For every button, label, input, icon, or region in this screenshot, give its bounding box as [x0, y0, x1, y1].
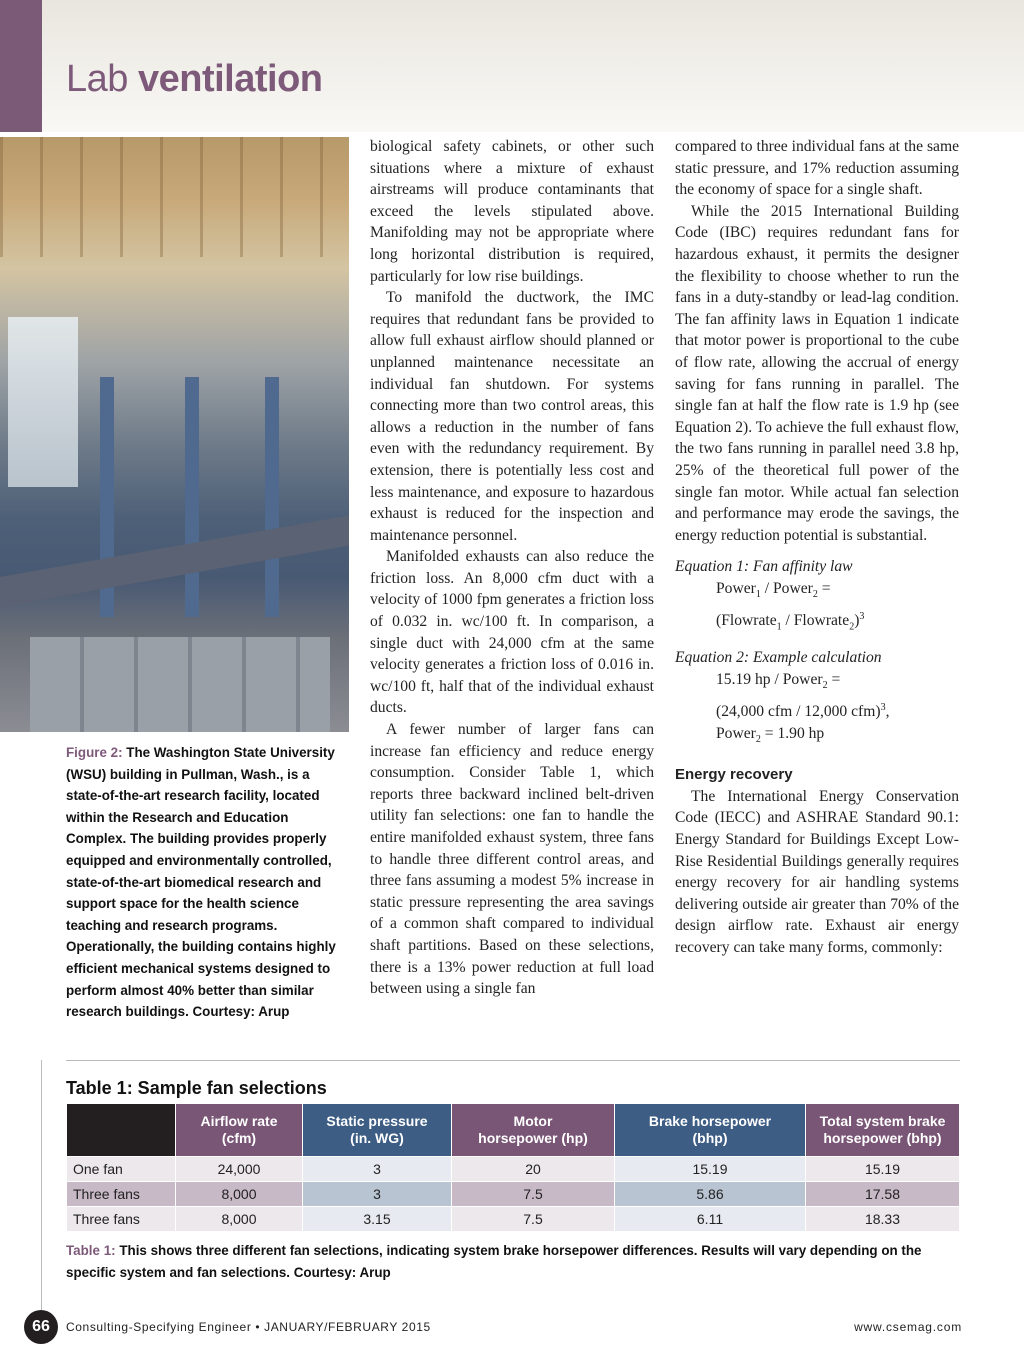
column-header: Brake horsepower (bhp) — [615, 1104, 806, 1157]
table-caption-label: Table 1: — [66, 1243, 116, 1258]
table-row — [67, 1207, 960, 1232]
column-header: Airflow rate (cfm) — [176, 1104, 303, 1157]
equation-1-label: Equation 1: Fan affinity law — [675, 558, 853, 576]
divider — [41, 1060, 42, 1310]
paragraph: A fewer number of larger fans can increase fan efficiency and reduce energy consumption. Consider Table 1, which reports three backward inclined belt-driven utility fan selections: one fan to handle the entire manifolded exhaust system, three fans to handle three different control areas, and three fans assuming a modest 5% increase in static pressure representing the area savings of a common shaft compared to individual shaft partitions. Based on these selections, there is a 13% power reduction at full load between using a single fan — [370, 721, 654, 998]
paragraph: biological safety cabinets, or other such situations where a mixture of exhaust airstreams will produce contaminants that exceed the levels stipulated above. Manifolding may not be appropriate where long horizontal distribution is required, particularly for low rise buildings. — [370, 138, 654, 285]
page-title-light: Lab — [66, 58, 138, 100]
table-cell: 20 — [452, 1157, 615, 1182]
table-cell: 6.11 — [615, 1207, 806, 1232]
paragraph: While the 2015 International Building Code (IBC) requires redundant fans for hazardous exhaust, it permits the designer the flexibility to choose whether to run the fans in a duty-standby or lead-lag condition. The fan affinity laws in Equation 1 indicate that motor power is proportional to the cube of flow rate, allowing the accrual of energy saving for fans running in parallel. The single fan at half the flow rate is 1.9 hp (see Equation 2). To achieve the full exhaust flow, the two fans running in parallel need 3.8 hp, 25% of the theoretical full power of the single fan motor. While actual fan selection and performance may erode the savings, the energy reduction potential is substantial. — [675, 202, 959, 544]
table-cell: 24,000 — [176, 1157, 303, 1182]
column-header: Motor horsepower (hp) — [452, 1104, 615, 1157]
table-cell: 15.19 — [806, 1157, 960, 1182]
page-title-bold: ventilation — [137, 58, 323, 100]
paragraph: The International Energy Conservation Code (IECC) and ASHRAE Standard 90.1: Energy Standard for Buildings Except Low-Rise Residential Buildings generally requires energy recovery for air handling systems delivering outside air greater than 70% of the design airflow rate. Exhaust air energy recovery can take many forms, commonly: — [675, 787, 959, 956]
table-row — [67, 1157, 960, 1182]
row-label: Three fans — [67, 1207, 176, 1232]
column-header: Total system brake horsepower (bhp) — [806, 1104, 960, 1157]
table-corner — [67, 1104, 176, 1157]
paragraph: Manifolded exhausts can also reduce the friction loss. An 8,000 cfm duct with a velocity of 1000 fpm generates a friction loss of 0.032 in. wc/100 ft. In comparison, a single duct with 24,000 cfm at the same velocity generates a friction loss of 0.016 in. wc/100 ft, half that of the individual exhaust ducts. — [370, 548, 654, 717]
fan-selection-table — [66, 1103, 960, 1232]
paragraph: compared to three individual fans at the same static pressure, and 17% reduction assuming the economy of space for a single shaft. — [675, 138, 959, 199]
photo-column — [265, 377, 279, 617]
table-caption — [66, 1240, 956, 1284]
divider — [66, 1060, 960, 1061]
section-heading: Energy recovery — [675, 766, 793, 784]
paragraph: To manifold the ductwork, the IMC requires that redundant fans be provided to allow full exhaust airflow should planned or unplanned maintenance necessitate an individual fan shutdown. For systems connecting more than two control areas, this allows a reduction in the number of fans even with the redundancy requirement. By extension, there is potentially less cost and less maintenance, and exposure to hazardous exhaust is reduced for the inspection and maintenance personnel. — [370, 289, 654, 544]
figure-caption — [66, 742, 348, 1023]
table-cell: 8,000 — [176, 1207, 303, 1232]
body-column-2 — [370, 136, 654, 1000]
row-label: One fan — [67, 1157, 176, 1182]
figure-label: Figure 2: — [66, 745, 123, 760]
body-column-3 — [675, 136, 959, 959]
table-header-row — [67, 1104, 960, 1157]
equation-2: 15.19 hp / Power$_2$ = (24,000 cfm / 12,000 cfm)$^3$, Power$_2$ = 1.90 hp — [716, 671, 890, 745]
table-cell: 18.33 — [806, 1207, 960, 1232]
photo-bench — [0, 515, 349, 607]
column-header: Static pressure (in. WG) — [303, 1104, 452, 1157]
table-title: Table 1: Sample fan selections — [66, 1078, 327, 1098]
publication-line: Consulting-Specifying Engineer • JANUARY/FEBRUARY 2015 — [66, 1320, 431, 1334]
table-cell: 3.15 — [303, 1207, 452, 1232]
table-cell: 3 — [303, 1182, 452, 1207]
table-caption-text: This shows three different fan selections, indicating system brake horsepower differences. Results will vary depending on the specific system and fan selections. Courtesy: Arup — [66, 1243, 922, 1280]
row-label: Three fans — [67, 1182, 176, 1207]
page-number: 66 — [24, 1310, 58, 1344]
photo-ceiling — [0, 137, 349, 257]
table-cell: 15.19 — [615, 1157, 806, 1182]
photo-cabinets — [30, 637, 330, 732]
equation-2-label: Equation 2: Example calculation — [675, 649, 882, 667]
table-cell: 17.58 — [806, 1182, 960, 1207]
photo-column — [185, 377, 199, 617]
table-cell: 8,000 — [176, 1182, 303, 1207]
table-cell: 7.5 — [452, 1182, 615, 1207]
table-cell: 7.5 — [452, 1207, 615, 1232]
section-accent-bar — [0, 0, 42, 132]
photo-window — [8, 317, 78, 487]
lab-photo — [0, 137, 349, 732]
equation-1: Power$_1$ / Power$_2$ = (Flowrate$_1$ / Flowrate$_2$)$^3$ — [716, 579, 865, 632]
page-title — [66, 58, 323, 101]
table-row — [67, 1182, 960, 1207]
figure-caption-text: The Washington State University (WSU) building in Pullman, Wash., is a state-of-the-art research facility, located within the Research and Education Complex. The building provides properly equipped and environmentally controlled, state-of-the-art biomedical research and support space for the health science teaching and research programs. Operationally, the building contains highly efficient mechanical systems designed to perform almost 40% better than similar research buildings. Courtesy: Arup — [66, 745, 336, 1020]
website-url: www.csemag.com — [854, 1320, 962, 1334]
table-cell: 3 — [303, 1157, 452, 1182]
table-cell: 5.86 — [615, 1182, 806, 1207]
